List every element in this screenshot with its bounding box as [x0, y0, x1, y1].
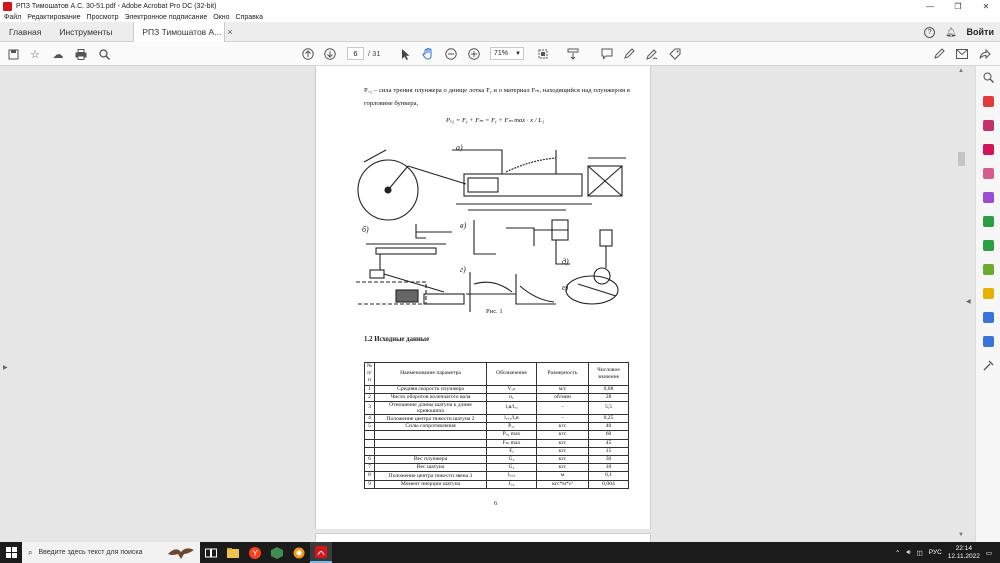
page-total: / 31: [368, 49, 381, 58]
row-unit: -: [537, 415, 589, 423]
table-row: [365, 447, 629, 455]
chevron-down-icon: ▼: [515, 50, 521, 57]
figure-caption: Рис. 1: [486, 308, 503, 315]
title-bar: [0, 0, 1000, 12]
sign-in-button[interactable]: Войти: [966, 27, 994, 37]
tab-bar: [0, 22, 1000, 42]
row-symbol: G₃: [487, 456, 537, 464]
table-row: [365, 464, 629, 472]
prev-page-icon[interactable]: [301, 47, 315, 61]
row-symbol: Pₒ₁: [487, 423, 537, 431]
menu-file[interactable]: Файл: [4, 13, 22, 21]
tab-home[interactable]: Главная: [9, 26, 42, 37]
row-parameter: [375, 447, 487, 455]
zoom-level-select[interactable]: [490, 47, 524, 60]
window-controls: [916, 0, 1000, 12]
row-parameter: Положение центра тяжести звена 3: [375, 472, 487, 480]
row-symbol: lₐʙ/lₒₐ: [487, 402, 537, 415]
svg-text:д): д): [562, 257, 569, 266]
clock-time: 22:14: [955, 544, 972, 552]
email-icon[interactable]: [955, 47, 969, 61]
row-parameter: Вес шатуна: [375, 464, 487, 472]
export-pdf-icon[interactable]: [983, 96, 994, 107]
vertical-scrollbar[interactable]: [957, 66, 966, 542]
scroll-mode-icon[interactable]: [566, 47, 580, 61]
table-row: [365, 456, 629, 464]
row-parameter: [375, 439, 487, 447]
svg-text:б): б): [362, 225, 369, 234]
menu-window[interactable]: Окно: [213, 13, 230, 21]
zoom-out-icon[interactable]: [444, 47, 458, 61]
taskbar-search[interactable]: [22, 542, 200, 563]
table-row: [365, 415, 629, 423]
row-number: [365, 439, 375, 447]
table-row: [365, 480, 629, 488]
row-symbol: Pₒ₂ max: [487, 431, 537, 439]
compress-pdf-icon[interactable]: [983, 240, 994, 251]
row-parameter: Момент инерции шатуна: [375, 480, 487, 488]
select-arrow-icon[interactable]: [398, 47, 412, 61]
row-symbol: Fᵧ: [487, 447, 537, 455]
tab-tools[interactable]: Инструменты: [59, 26, 113, 37]
notifications-icon[interactable]: ▭: [985, 549, 992, 557]
row-value: 10: [589, 464, 629, 472]
formula: Pₒ₂ = Fᵧ + Fₘ = Fᵧ + Fₘ max · x / L₁: [446, 117, 545, 124]
row-number: 6: [365, 456, 375, 464]
row-unit: м/с: [537, 385, 589, 393]
search-icon[interactable]: [97, 47, 111, 61]
scroll-up-icon[interactable]: ▲: [958, 68, 964, 74]
draw-icon[interactable]: [645, 47, 659, 61]
row-unit: -: [537, 402, 589, 415]
tab-bar-right: [924, 22, 994, 42]
minimize-button[interactable]: —: [926, 1, 934, 11]
share-icon[interactable]: [978, 47, 992, 61]
menu-help[interactable]: Справка: [235, 13, 264, 21]
app-cube-icon[interactable]: [266, 542, 288, 563]
row-value: 0,08: [589, 385, 629, 393]
row-parameter: Отношение длины шатуна к длине кривошипа: [375, 402, 487, 415]
volume-icon[interactable]: 🔊︎: [906, 548, 911, 556]
hand-tool-icon[interactable]: [421, 47, 435, 61]
comment-tool-icon[interactable]: [983, 288, 994, 299]
search-icon: ⌕: [28, 547, 33, 557]
row-value: 0,1: [589, 472, 629, 480]
send-review-icon[interactable]: [983, 312, 994, 323]
parameters-table: [364, 362, 629, 489]
svg-text:в): в): [460, 221, 467, 230]
table-header-row: [365, 363, 629, 386]
row-unit: кгс: [537, 456, 589, 464]
search-tool-icon[interactable]: [983, 72, 994, 83]
table-body: [365, 385, 629, 488]
stamp-tag-icon[interactable]: [668, 47, 682, 61]
svg-text:Y: Y: [252, 548, 258, 558]
clock[interactable]: [948, 545, 980, 561]
print-icon[interactable]: [74, 47, 88, 61]
search-placeholder: Введите здесь текст для поиска: [38, 549, 143, 556]
task-view-icon[interactable]: [200, 542, 222, 563]
svg-text:а): а): [456, 144, 463, 152]
tab-document-label: РПЗ Тимошатов А...: [142, 26, 222, 37]
page-fit-icon[interactable]: [536, 47, 550, 61]
cloud-upload-icon[interactable]: ☁: [52, 48, 64, 61]
row-parameter: Положение центра тяжести шатуна 2: [375, 415, 487, 423]
row-parameter: Вес плунжера: [375, 456, 487, 464]
row-parameter: [375, 431, 487, 439]
tools-pane: [975, 66, 1000, 542]
table-row: [365, 423, 629, 431]
row-symbol: Jₛ₂: [487, 480, 537, 488]
row-number: 4: [365, 415, 375, 423]
menu-bar: [0, 12, 1000, 22]
row-unit: кгс: [537, 423, 589, 431]
scroll-down-icon[interactable]: ▼: [958, 532, 964, 538]
tab-close-icon[interactable]: ×: [227, 26, 233, 37]
main-toolbar: [0, 42, 1000, 66]
sign-pen-icon[interactable]: [933, 47, 947, 61]
row-symbol: lₐₛ₂/lₐʙ: [487, 415, 537, 423]
svg-text:г): г): [460, 265, 466, 274]
row-number: 2: [365, 393, 375, 401]
paragraph-friction: Pₒ₂ – сила трения плунжера о днище лотка Fᵧ и о материал Fₘ, находящийся над плунжером в горловине бункера,: [364, 87, 630, 107]
row-value: 15: [589, 447, 629, 455]
row-unit: кгс: [537, 439, 589, 447]
bell-icon[interactable]: 🔔︎: [945, 26, 957, 37]
app-orange-icon[interactable]: [288, 542, 310, 563]
acrobat-app-icon: [3, 2, 12, 11]
acrobat-taskbar-icon[interactable]: [310, 542, 332, 563]
document-page: [315, 66, 651, 529]
col-unit: Размерность: [537, 363, 589, 386]
bookmark-star-icon[interactable]: ☆: [30, 48, 40, 61]
page-number-input[interactable]: 6: [347, 47, 364, 60]
file-explorer-icon[interactable]: [222, 542, 244, 563]
row-value: 5,5: [589, 402, 629, 415]
row-unit: кгс*м*с²: [537, 480, 589, 488]
close-window-button[interactable]: ✕: [982, 1, 990, 11]
clock-date: 12.11.2022: [947, 552, 980, 560]
row-number: 9: [365, 480, 375, 488]
row-number: [365, 447, 375, 455]
row-value: 30: [589, 456, 629, 464]
page-number: 6: [494, 500, 498, 507]
row-number: 5: [365, 423, 375, 431]
menu-e-sign[interactable]: Электронное подписание: [124, 13, 208, 21]
highlight-pen-icon[interactable]: [622, 47, 636, 61]
col-value: Числовое значение: [589, 363, 629, 386]
language-indicator[interactable]: РУС: [928, 549, 942, 556]
start-button[interactable]: [0, 542, 22, 563]
row-symbol: G₂: [487, 464, 537, 472]
scan-ocr-icon[interactable]: [983, 264, 994, 275]
protect-shield-icon[interactable]: [983, 336, 994, 347]
fill-sign-icon[interactable]: [983, 192, 994, 203]
zoom-in-icon[interactable]: [467, 47, 481, 61]
combine-files-icon[interactable]: [983, 144, 994, 155]
edit-pdf-icon[interactable]: [983, 168, 994, 179]
eagle-search-highlight-icon: [166, 544, 196, 561]
row-unit: кгс: [537, 447, 589, 455]
next-page-icon[interactable]: [323, 47, 337, 61]
menu-view[interactable]: Просмотр: [86, 13, 119, 21]
row-symbol: n₁: [487, 393, 537, 401]
mechanism-figure: [356, 144, 628, 312]
scrollbar-thumb[interactable]: [958, 152, 965, 166]
save-icon[interactable]: [6, 47, 20, 61]
row-value: 40: [589, 423, 629, 431]
row-value: 0,25: [589, 415, 629, 423]
table-row: [365, 393, 629, 401]
col-parameter: Наименование параметра: [375, 363, 487, 386]
row-symbol: Fₘ max: [487, 439, 537, 447]
col-symbol: Обозначение: [487, 363, 537, 386]
network-icon[interactable]: ◫: [916, 549, 923, 557]
expand-left-pane-icon[interactable]: ▶: [3, 365, 8, 371]
row-number: 3: [365, 402, 375, 415]
col-number: № п/п: [365, 363, 375, 386]
row-number: 1: [365, 385, 375, 393]
comment-icon[interactable]: [600, 47, 614, 61]
row-unit: кгс: [537, 464, 589, 472]
row-value: 60: [589, 431, 629, 439]
table-row: [365, 385, 629, 393]
zoom-level-value: 71%: [494, 50, 509, 57]
yandex-browser-icon[interactable]: [244, 542, 266, 563]
table-row: [365, 439, 629, 447]
row-number: 8: [365, 472, 375, 480]
row-unit: м: [537, 472, 589, 480]
row-parameter: Силы сопротивления: [375, 423, 487, 431]
row-value: 0,004: [589, 480, 629, 488]
section-title: 1.2 Исходные данные: [364, 336, 430, 343]
row-symbol: Vₒₙ: [487, 385, 537, 393]
more-tools-icon[interactable]: [983, 360, 994, 371]
system-tray: [895, 542, 992, 563]
help-icon[interactable]: ?: [924, 27, 935, 38]
create-pdf-icon[interactable]: [983, 120, 994, 131]
row-unit: кгс: [537, 431, 589, 439]
tab-document[interactable]: [133, 22, 233, 42]
row-value: 45: [589, 439, 629, 447]
row-parameter: Число оборотов коленчатого вала: [375, 393, 487, 401]
collapse-right-pane-icon[interactable]: ◀: [966, 299, 971, 305]
left-nav-pane-collapsed: [0, 66, 12, 542]
table-row: [365, 431, 629, 439]
row-parameter: Средняя скорость плунжера: [375, 385, 487, 393]
row-symbol: lₐₛ₃: [487, 472, 537, 480]
windows-taskbar: [0, 542, 1000, 563]
table-row: [365, 402, 629, 415]
svg-text:е): е): [562, 283, 569, 292]
maximize-button[interactable]: ❐: [954, 1, 962, 11]
row-value: 28: [589, 393, 629, 401]
next-page-edge: [315, 533, 651, 542]
tray-chevron-up-icon[interactable]: ⌃: [895, 549, 901, 557]
table-row: [365, 472, 629, 480]
row-number: 7: [365, 464, 375, 472]
window-title: РПЗ Тимошатов А.С. 30-51.pdf - Adobe Acrobat Pro DC (32-bit): [16, 2, 217, 10]
row-number: [365, 431, 375, 439]
organize-pages-icon[interactable]: [983, 216, 994, 227]
menu-edit[interactable]: Редактирование: [27, 13, 81, 21]
row-unit: об/мин: [537, 393, 589, 401]
